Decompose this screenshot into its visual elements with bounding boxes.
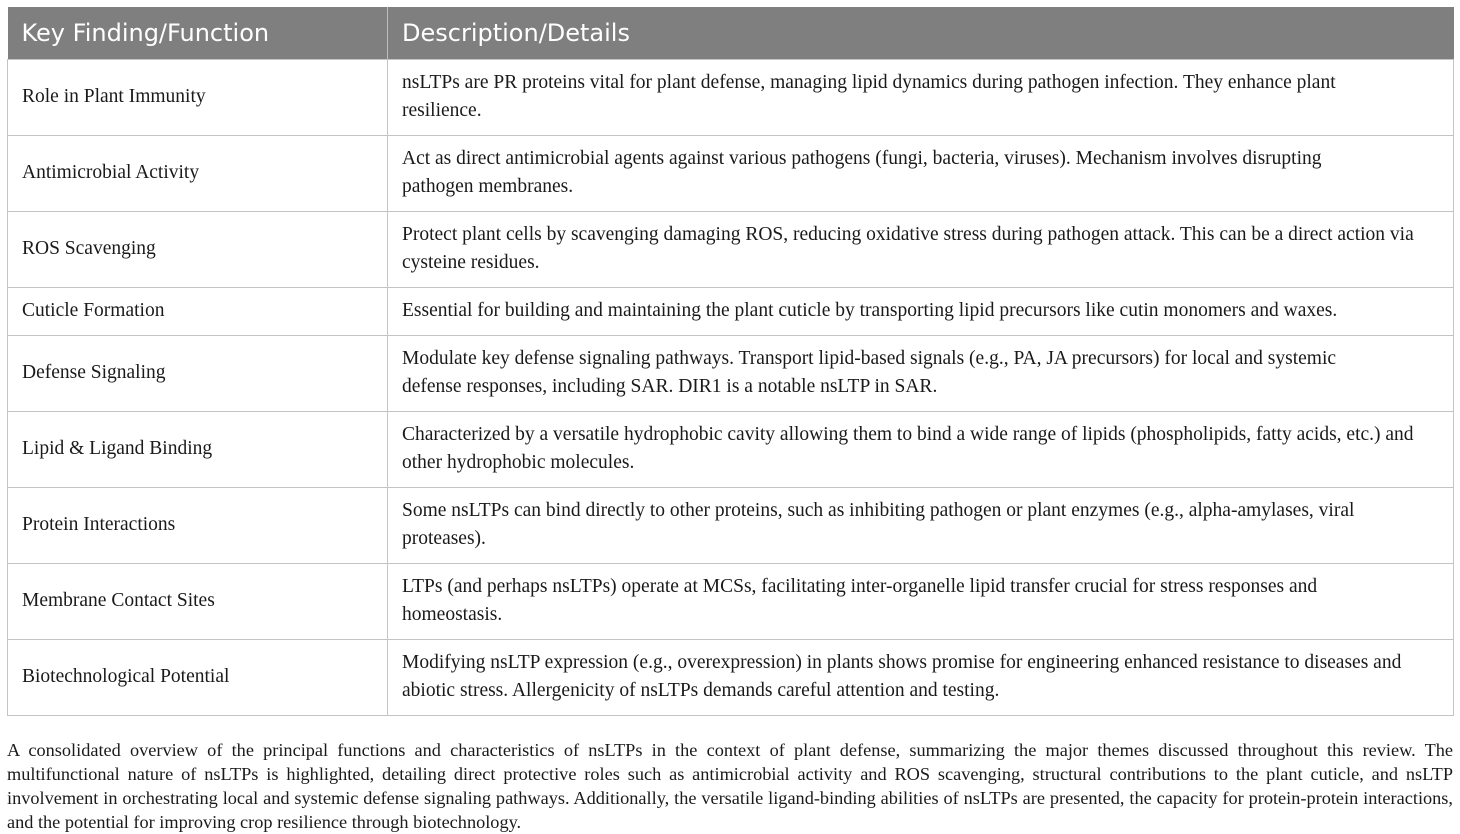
table-row — [8, 563, 1454, 639]
finding-cell: Biotechnological Potential — [8, 639, 388, 715]
description-cell: Protect plant cells by scavenging damaging ROS, reducing oxidative stress during pathogen attack. This can be a direct action via cysteine residues. — [388, 211, 1454, 287]
table-row — [8, 287, 1454, 335]
finding-cell: ROS Scavenging — [8, 211, 388, 287]
description-cell: nsLTPs are PR proteins vital for plant defense, managing lipid dynamics during pathogen infection. They enhance plant resilience. — [388, 59, 1454, 135]
column-header-description: Description/Details — [388, 7, 1454, 59]
column-header-finding: Key Finding/Function — [8, 7, 388, 59]
table-header-row — [8, 7, 1454, 59]
table-row — [8, 59, 1454, 135]
finding-cell: Membrane Contact Sites — [8, 563, 388, 639]
description-cell: Act as direct antimicrobial agents against various pathogens (fungi, bacteria, viruses). Mechanism involves disrupting pathogen membranes. — [388, 135, 1454, 211]
table-row — [8, 335, 1454, 411]
table-container — [7, 7, 1453, 716]
table-row — [8, 211, 1454, 287]
finding-cell: Antimicrobial Activity — [8, 135, 388, 211]
finding-cell: Protein Interactions — [8, 487, 388, 563]
description-cell: LTPs (and perhaps nsLTPs) operate at MCSs, facilitating inter-organelle lipid transfer crucial for stress responses and homeostasis. — [388, 563, 1454, 639]
table-row — [8, 639, 1454, 715]
table-row — [8, 487, 1454, 563]
finding-cell: Cuticle Formation — [8, 287, 388, 335]
finding-cell: Lipid & Ligand Binding — [8, 411, 388, 487]
description-cell: Modifying nsLTP expression (e.g., overexpression) in plants shows promise for engineering enhanced resistance to diseases and abiotic stress. Allergenicity of nsLTPs demands careful attention and testing. — [388, 639, 1454, 715]
table-row — [8, 135, 1454, 211]
table-row — [8, 411, 1454, 487]
description-cell: Essential for building and maintaining the plant cuticle by transporting lipid precursors like cutin monomers and waxes. — [388, 287, 1454, 335]
table-caption: A consolidated overview of the principal functions and characteristics of nsLTPs in the context of plant defense, summarizing the major themes discussed throughout this review. The multifunctional nature of nsLTPs is highlighted, detailing direct protective roles such as antimicrobial activity and ROS scavenging, structural contributions to the plant cuticle, and nsLTP involvement in orchestrating local and systemic defense signaling pathways. Additionally, the versatile ligand-binding abilities of nsLTPs are presented, the capacity for protein-protein interactions, and the potential for improving crop resilience through biotechnology. — [7, 740, 1453, 833]
finding-cell: Role in Plant Immunity — [8, 59, 388, 135]
description-cell: Some nsLTPs can bind directly to other proteins, such as inhibiting pathogen or plant enzymes (e.g., alpha-amylases, viral proteases). — [388, 487, 1454, 563]
description-cell: Modulate key defense signaling pathways. Transport lipid-based signals (e.g., PA, JA precursors) for local and systemic defense responses, including SAR. DIR1 is a notable nsLTP in SAR. — [388, 335, 1454, 411]
findings-table — [7, 7, 1454, 716]
description-cell: Characterized by a versatile hydrophobic cavity allowing them to bind a wide range of lipids (phospholipids, fatty acids, etc.) and other hydrophobic molecules. — [388, 411, 1454, 487]
finding-cell: Defense Signaling — [8, 335, 388, 411]
